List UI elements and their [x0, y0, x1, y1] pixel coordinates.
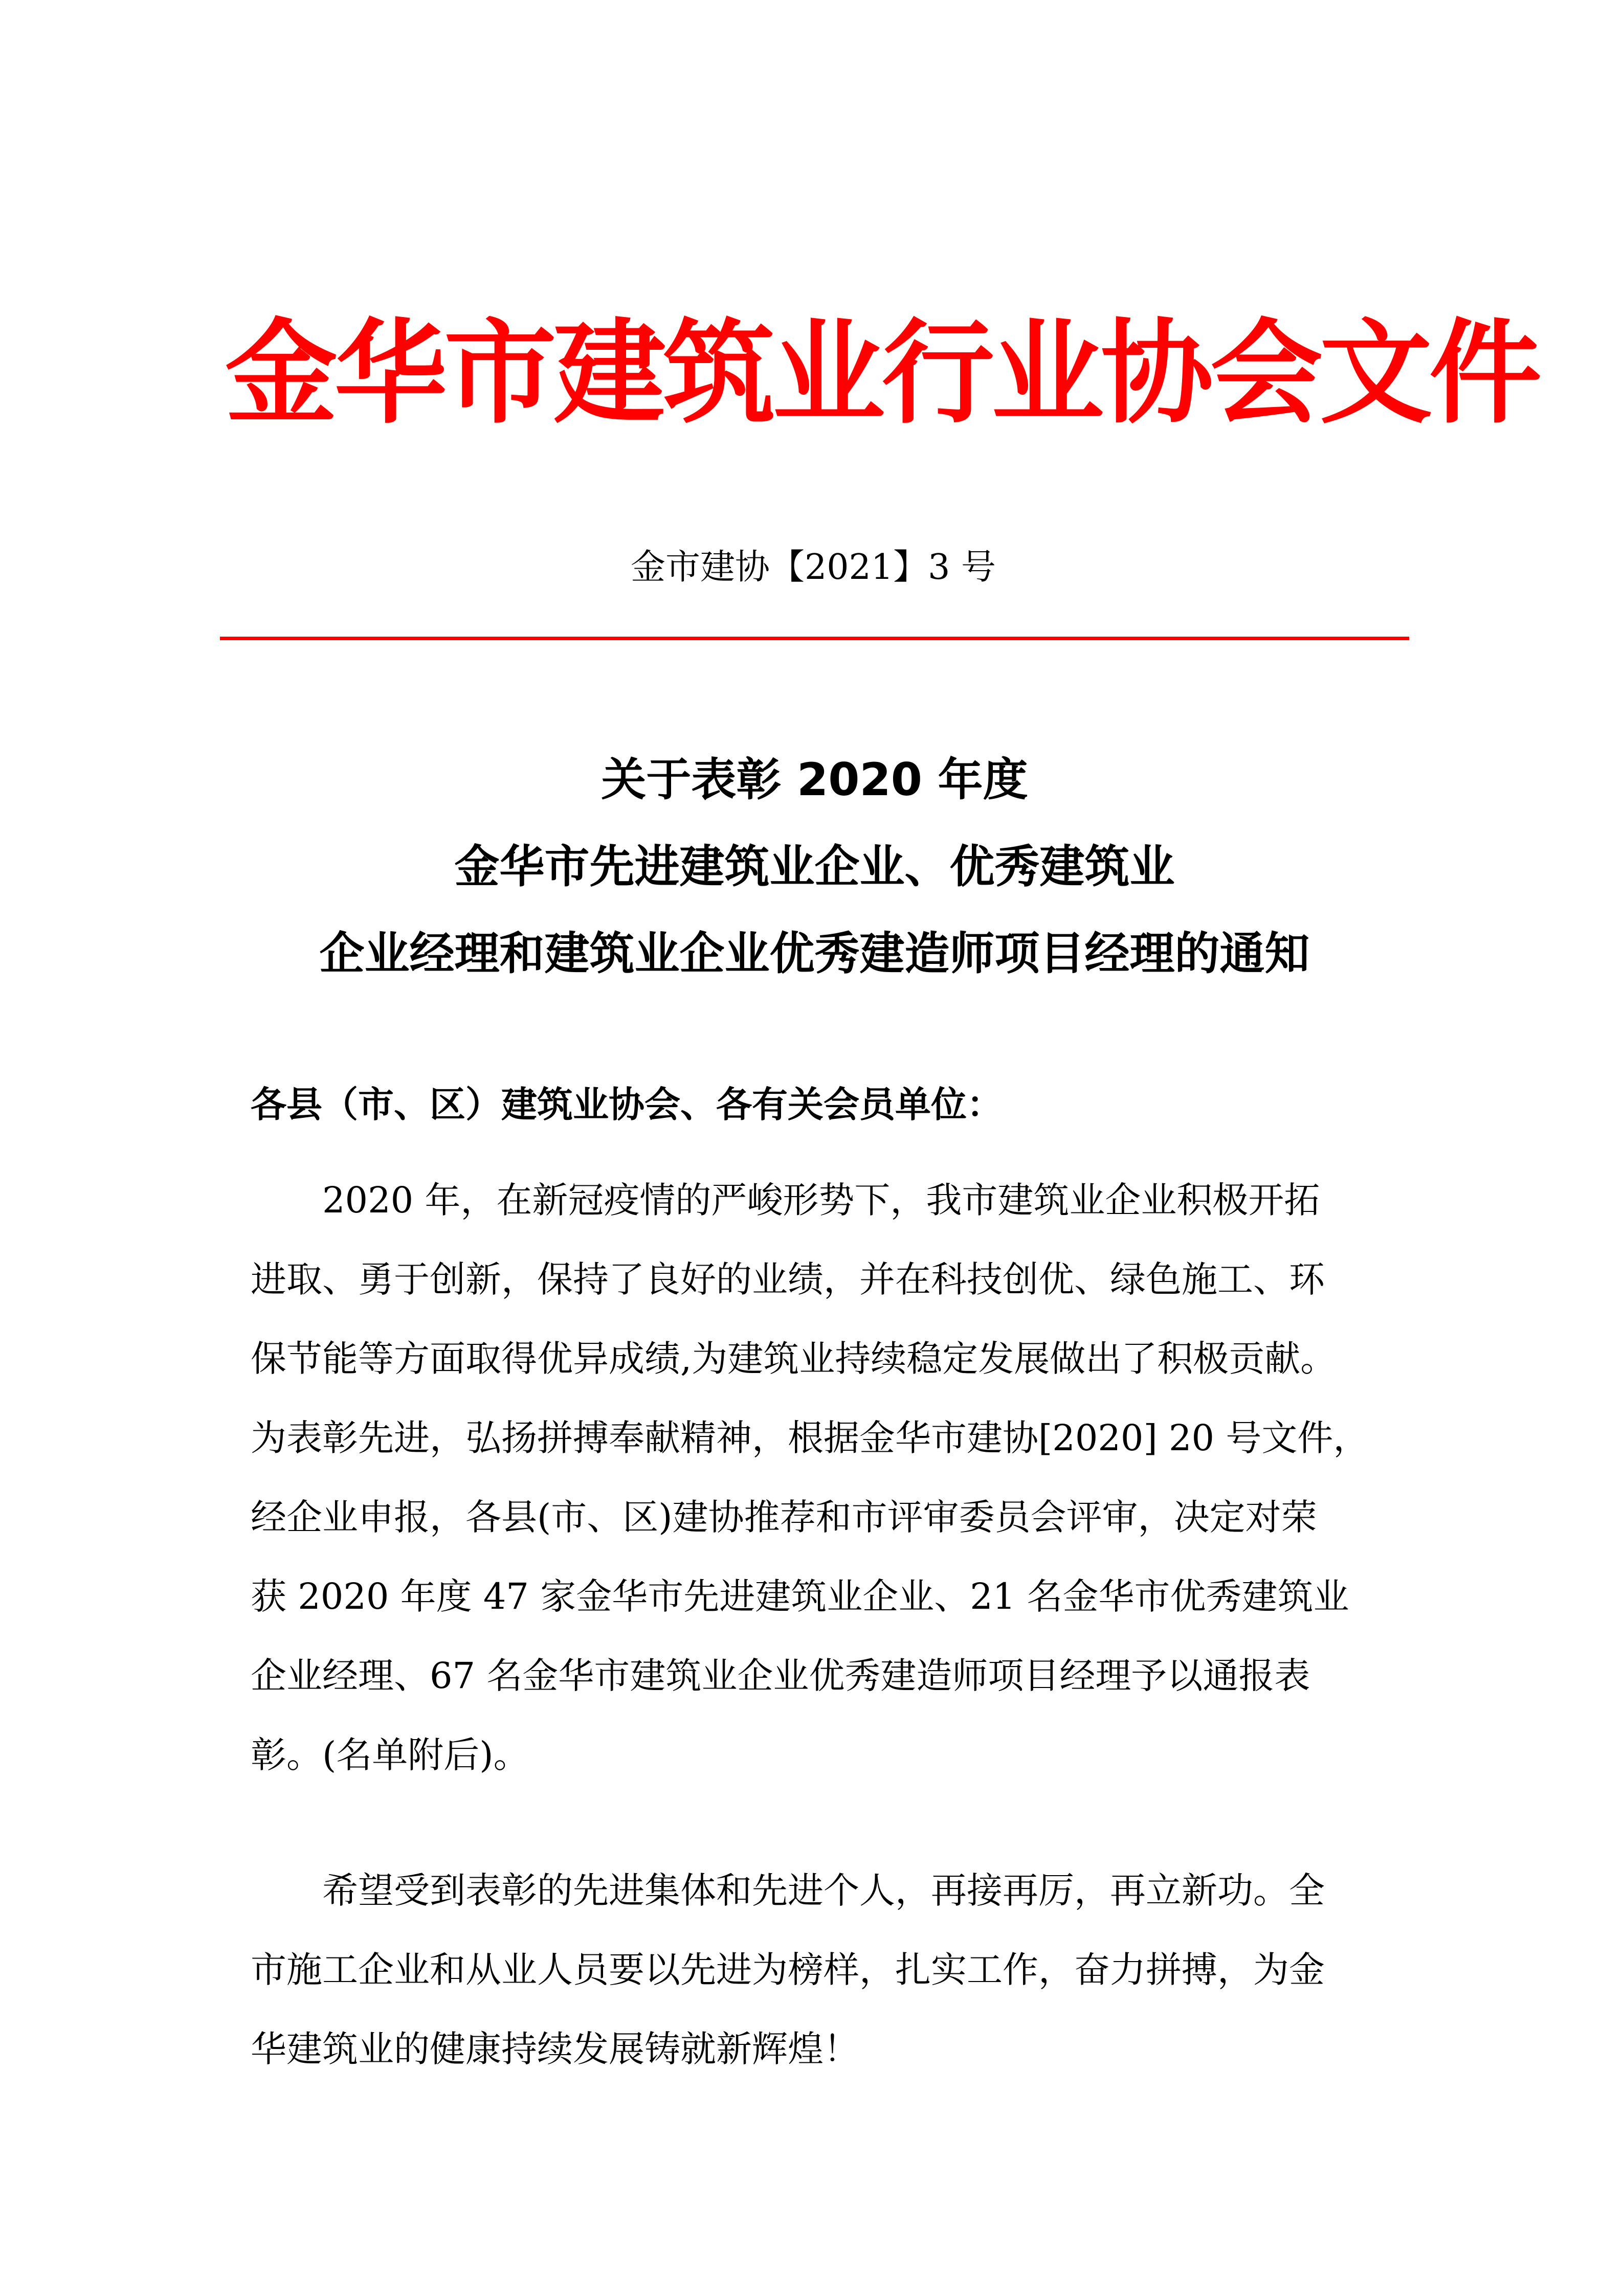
document-number: 金市建协【2021】3 号 — [631, 547, 996, 588]
salutation: 各县（市、区）建筑业协会、各有关会员单位： — [251, 1084, 1003, 1126]
title-line-3: 企业经理和建筑业企业优秀建造师项目经理的通知 — [319, 927, 1310, 980]
paragraph-line: 希望受到表彰的先进集体和先进个人，再接再厉，再立新功。全 — [322, 1870, 1325, 1911]
paragraph-line: 经企业申报，各县(市、区)建协推荐和市评审委员会评审，决定对荣 — [251, 1496, 1317, 1538]
paragraph-line: 企业经理、67 名金华市建筑业企业优秀建造师项目经理予以通报表 — [251, 1655, 1310, 1697]
paragraph-line: 进取、勇于创新，保持了良好的业绩，并在科技创优、绿色施工、环 — [251, 1258, 1325, 1300]
title-line-2: 金华市先进建筑业企业、优秀建筑业 — [454, 840, 1175, 893]
title-line-1: 关于表彰 2020 年度 — [601, 753, 1028, 806]
red-divider-line — [220, 637, 1409, 640]
paragraph-line: 获 2020 年度 47 家金华市先进建筑业企业、21 名金华市优秀建筑业 — [251, 1575, 1349, 1617]
body-paragraph-1 — [251, 1161, 1396, 1795]
notice-title — [220, 736, 1409, 997]
masthead-title: 金华市建筑业行业协会文件 — [225, 308, 1539, 439]
paragraph-line: 华建筑业的健康持续发展铸就新辉煌！ — [251, 2028, 859, 2070]
paragraph-line: 保节能等方面取得优异成绩,为建筑业持续稳定发展做出了积极贡献。 — [251, 1338, 1337, 1380]
paragraph-line: 2020 年，在新冠疫情的严峻形势下，我市建筑业企业积极开拓 — [322, 1179, 1320, 1221]
paragraph-line: 彰。(名单附后)。 — [251, 1734, 529, 1776]
paragraph-line: 为表彰先进，弘扬拼搏奉献精神，根据金华市建协[2020] 20 号文件， — [251, 1417, 1369, 1459]
body-paragraph-2 — [251, 1851, 1396, 2089]
paragraph-line: 市施工企业和从业人员要以先进为榜样，扎实工作，奋力拼搏，为金 — [251, 1949, 1325, 1991]
